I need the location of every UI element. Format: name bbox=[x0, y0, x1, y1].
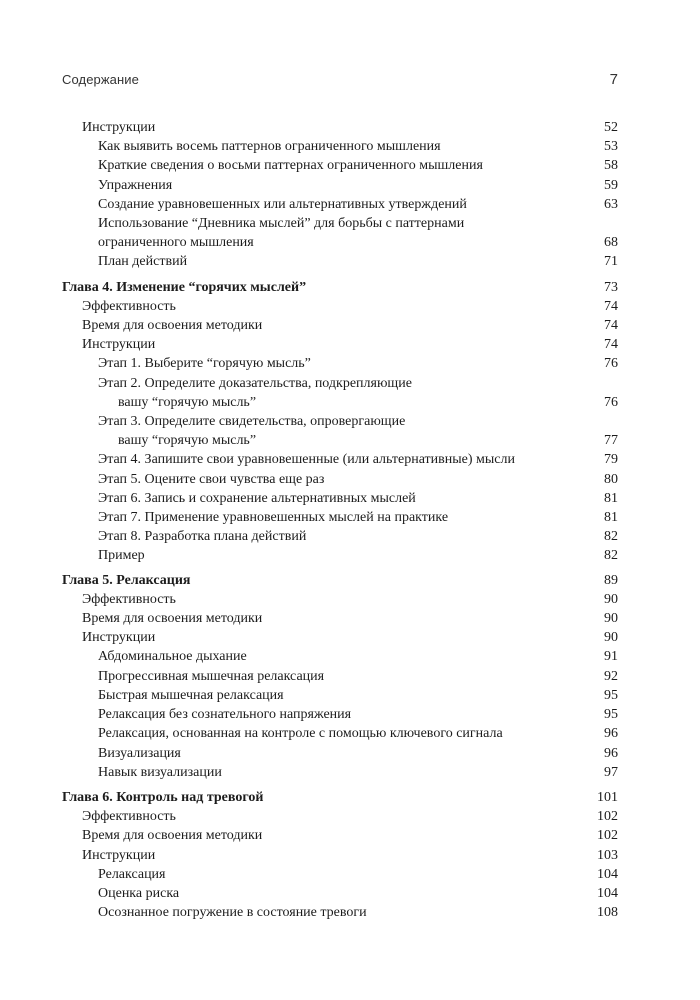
toc-entry-text-continued: вашу “горячую мысль” bbox=[118, 433, 257, 449]
toc-entry-text: Инструкции bbox=[82, 630, 156, 646]
toc-entry-text: Этап 7. Применение уравновешенных мыслей на практике bbox=[98, 510, 449, 526]
toc-entry[interactable] bbox=[62, 354, 618, 373]
toc-entry-label bbox=[98, 252, 594, 271]
toc-entry-text: Визуализация bbox=[98, 745, 181, 761]
toc-entry-label bbox=[98, 195, 594, 214]
toc-entry-text: Эффективность bbox=[82, 591, 176, 607]
toc-entry-text: Глава 6. Контроль над тревогой bbox=[62, 789, 264, 805]
toc-entry[interactable] bbox=[62, 826, 618, 845]
toc-entry-label bbox=[98, 763, 594, 782]
toc-entry-text: Эффективность bbox=[82, 809, 176, 825]
toc-entry-label bbox=[62, 278, 594, 297]
toc-entry[interactable] bbox=[62, 807, 618, 826]
toc-entry-label bbox=[98, 667, 594, 686]
toc-entry-label bbox=[98, 865, 594, 884]
toc-entry[interactable] bbox=[62, 705, 618, 724]
running-header-title: Содержание bbox=[62, 72, 139, 87]
toc-entry[interactable] bbox=[62, 195, 618, 214]
toc-entry-text: Время для освоения методики bbox=[82, 828, 263, 844]
toc-page-number: 101 bbox=[597, 789, 618, 805]
toc-entry[interactable] bbox=[62, 316, 618, 335]
toc-entry[interactable] bbox=[62, 214, 618, 252]
toc-entry-text-continued: вашу “горячую мысль” bbox=[118, 394, 257, 410]
toc-entry-label bbox=[82, 846, 594, 865]
toc-page-number: 104 bbox=[597, 885, 618, 901]
toc-entry-label bbox=[98, 214, 594, 252]
toc-entry-label bbox=[98, 156, 594, 175]
toc-page-number: 90 bbox=[604, 591, 618, 607]
toc-page-number: 68 bbox=[604, 235, 618, 251]
toc-page-number: 59 bbox=[604, 177, 618, 193]
toc-entry-text: Навык визуализации bbox=[98, 764, 222, 780]
toc-page-number: 82 bbox=[604, 529, 618, 545]
toc-entry-label bbox=[82, 628, 594, 647]
toc-page-number: 103 bbox=[597, 847, 618, 863]
toc-entry-text: Глава 5. Релаксация bbox=[62, 572, 191, 588]
toc-entry-text: Этап 2. Определите доказательства, подкрепляющие bbox=[98, 375, 412, 391]
toc-entry-text: Время для освоения методики bbox=[82, 318, 263, 334]
toc-page-number: 63 bbox=[604, 196, 618, 212]
toc-entry-label bbox=[98, 374, 594, 412]
toc-page-number: 74 bbox=[604, 318, 618, 334]
toc-page-number: 95 bbox=[604, 687, 618, 703]
toc-entry-label bbox=[82, 807, 594, 826]
toc-entry[interactable] bbox=[62, 297, 618, 316]
table-of-contents bbox=[62, 118, 618, 922]
toc-entry-text: Релаксация без сознательного напряжения bbox=[98, 707, 352, 723]
toc-entry[interactable] bbox=[62, 508, 618, 527]
toc-entry[interactable] bbox=[62, 374, 618, 412]
toc-entry-text: Быстрая мышечная релаксация bbox=[98, 687, 284, 703]
toc-page-number: 76 bbox=[604, 356, 618, 372]
toc-entry[interactable] bbox=[62, 156, 618, 175]
toc-entry-text: Пример bbox=[98, 548, 145, 564]
toc-entry[interactable] bbox=[62, 546, 618, 565]
toc-entry-label bbox=[98, 546, 594, 565]
toc-page-number: 71 bbox=[604, 254, 618, 270]
toc-entry-text: Этап 3. Определите свидетельства, опровергающие bbox=[98, 414, 406, 430]
toc-entry-text: Упражнения bbox=[98, 177, 173, 193]
toc-page-number: 82 bbox=[604, 548, 618, 564]
toc-entry[interactable] bbox=[62, 450, 618, 469]
toc-entry[interactable] bbox=[62, 489, 618, 508]
running-header bbox=[62, 72, 618, 92]
toc-entry-text: Как выявить восемь паттернов ограниченного мышления bbox=[98, 139, 441, 155]
toc-page-number: 73 bbox=[604, 279, 618, 295]
toc-entry-label bbox=[98, 176, 594, 195]
toc-page-number: 96 bbox=[604, 726, 618, 742]
toc-entry-label bbox=[98, 489, 594, 508]
toc-entry-label bbox=[98, 884, 594, 903]
toc-entry[interactable] bbox=[62, 118, 618, 137]
toc-entry-label bbox=[98, 724, 594, 743]
toc-entry-text: Эффективность bbox=[82, 298, 176, 314]
toc-entry[interactable] bbox=[62, 137, 618, 156]
toc-entry[interactable] bbox=[62, 647, 618, 666]
toc-page-number: 90 bbox=[604, 630, 618, 646]
toc-entry-text: Осознанное погружение в состояние тревоги bbox=[98, 905, 367, 921]
toc-entry[interactable] bbox=[62, 470, 618, 489]
toc-entry-text: Этап 8. Разработка плана действий bbox=[98, 529, 307, 545]
toc-entry-label bbox=[98, 508, 594, 527]
toc-page-number: 97 bbox=[604, 764, 618, 780]
toc-entry[interactable] bbox=[62, 903, 618, 922]
toc-page-number: 74 bbox=[604, 337, 618, 353]
toc-entry[interactable] bbox=[62, 628, 618, 647]
toc-entry[interactable] bbox=[62, 412, 618, 450]
toc-entry[interactable] bbox=[62, 884, 618, 903]
toc-page-number: 96 bbox=[604, 745, 618, 761]
toc-entry[interactable] bbox=[62, 590, 618, 609]
toc-page-number: 80 bbox=[604, 471, 618, 487]
toc-page-number: 77 bbox=[604, 433, 618, 449]
toc-entry-text: Этап 1. Выберите “горячую мысль” bbox=[98, 356, 311, 372]
toc-entry[interactable] bbox=[62, 335, 618, 354]
toc-entry-text: План действий bbox=[98, 254, 188, 270]
toc-entry-text: Создание уравновешенных или альтернативных утверждений bbox=[98, 196, 467, 212]
toc-page-number: 53 bbox=[604, 139, 618, 155]
page-number: 7 bbox=[609, 71, 618, 88]
toc-entry-label bbox=[82, 609, 594, 628]
toc-page-number: 90 bbox=[604, 611, 618, 627]
toc-entry-text: Прогрессивная мышечная релаксация bbox=[98, 668, 325, 684]
toc-entry-text: Этап 6. Запись и сохранение альтернативных мыслей bbox=[98, 490, 416, 506]
toc-page-number: 102 bbox=[597, 828, 618, 844]
toc-entry-label bbox=[98, 354, 594, 373]
toc-entry-label bbox=[98, 686, 594, 705]
toc-entry[interactable] bbox=[62, 686, 618, 705]
toc-entry-text: Релаксация, основанная на контроле с помощью ключевого сигнала bbox=[98, 726, 503, 742]
toc-entry-label bbox=[98, 450, 594, 469]
toc-page-number: 102 bbox=[597, 809, 618, 825]
toc-page-number: 76 bbox=[604, 394, 618, 410]
toc-page-number: 74 bbox=[604, 298, 618, 314]
toc-page-number: 89 bbox=[604, 572, 618, 588]
toc-entry-label bbox=[62, 571, 594, 590]
toc-entry-text: Этап 5. Оцените свои чувства еще раз bbox=[98, 471, 325, 487]
toc-page-number: 91 bbox=[604, 649, 618, 665]
toc-entry[interactable] bbox=[62, 724, 618, 743]
toc-entry-label bbox=[62, 788, 594, 807]
toc-entry-text: Глава 4. Изменение “горячих мыслей” bbox=[62, 279, 307, 295]
toc-entry[interactable] bbox=[62, 252, 618, 271]
toc-entry-label bbox=[82, 335, 594, 354]
toc-entry-text: Использование “Дневника мыслей” для борьбы с паттернами bbox=[98, 216, 465, 232]
toc-entry-label bbox=[98, 470, 594, 489]
toc-entry[interactable] bbox=[62, 846, 618, 865]
toc-entry-text: Инструкции bbox=[82, 337, 156, 353]
toc-entry[interactable] bbox=[62, 609, 618, 628]
toc-entry-label bbox=[98, 137, 594, 156]
toc-chapter-entry[interactable] bbox=[62, 571, 618, 590]
toc-page-number: 81 bbox=[604, 490, 618, 506]
toc-entry[interactable] bbox=[62, 744, 618, 763]
toc-entry-text: Инструкции bbox=[82, 120, 156, 135]
toc-entry[interactable] bbox=[62, 865, 618, 884]
toc-page-number: 52 bbox=[604, 120, 618, 135]
toc-entry-label bbox=[98, 903, 594, 922]
toc-page-number: 95 bbox=[604, 707, 618, 723]
toc-entry-label bbox=[82, 297, 594, 316]
toc-entry-label bbox=[82, 316, 594, 335]
toc-entry-label bbox=[98, 527, 594, 546]
toc-entry-text: Время для освоения методики bbox=[82, 611, 263, 627]
toc-entry[interactable] bbox=[62, 667, 618, 686]
toc-entry-text: Абдоминальное дыхание bbox=[98, 649, 247, 665]
toc-entry-text: Этап 4. Запишите свои уравновешенные (или альтернативные) мысли bbox=[98, 452, 515, 468]
toc-entry-text: Релаксация bbox=[98, 866, 166, 882]
toc-page-number: 104 bbox=[597, 866, 618, 882]
toc-entry-label bbox=[82, 590, 594, 609]
toc-entry-label bbox=[98, 647, 594, 666]
toc-entry-label bbox=[82, 826, 594, 845]
toc-entry-label bbox=[98, 744, 594, 763]
toc-entry-text: Оценка риска bbox=[98, 885, 180, 901]
toc-page-number: 58 bbox=[604, 158, 618, 174]
toc-entry-label bbox=[82, 118, 594, 137]
toc-entry-label bbox=[98, 705, 594, 724]
toc-entry[interactable] bbox=[62, 176, 618, 195]
toc-page-number: 81 bbox=[604, 510, 618, 526]
toc-entry[interactable] bbox=[62, 527, 618, 546]
toc-chapter-entry[interactable] bbox=[62, 278, 618, 297]
toc-entry-text-continued: ограниченного мышления bbox=[98, 235, 254, 251]
toc-page-number: 92 bbox=[604, 668, 618, 684]
toc-page-number: 79 bbox=[604, 452, 618, 468]
toc-entry[interactable] bbox=[62, 763, 618, 782]
toc-page-number: 108 bbox=[597, 905, 618, 921]
toc-entry-label bbox=[98, 412, 594, 450]
toc-entry-text: Инструкции bbox=[82, 847, 156, 863]
toc-entry-text: Краткие сведения о восьми паттернах ограниченного мышления bbox=[98, 158, 483, 174]
toc-chapter-entry[interactable] bbox=[62, 788, 618, 807]
